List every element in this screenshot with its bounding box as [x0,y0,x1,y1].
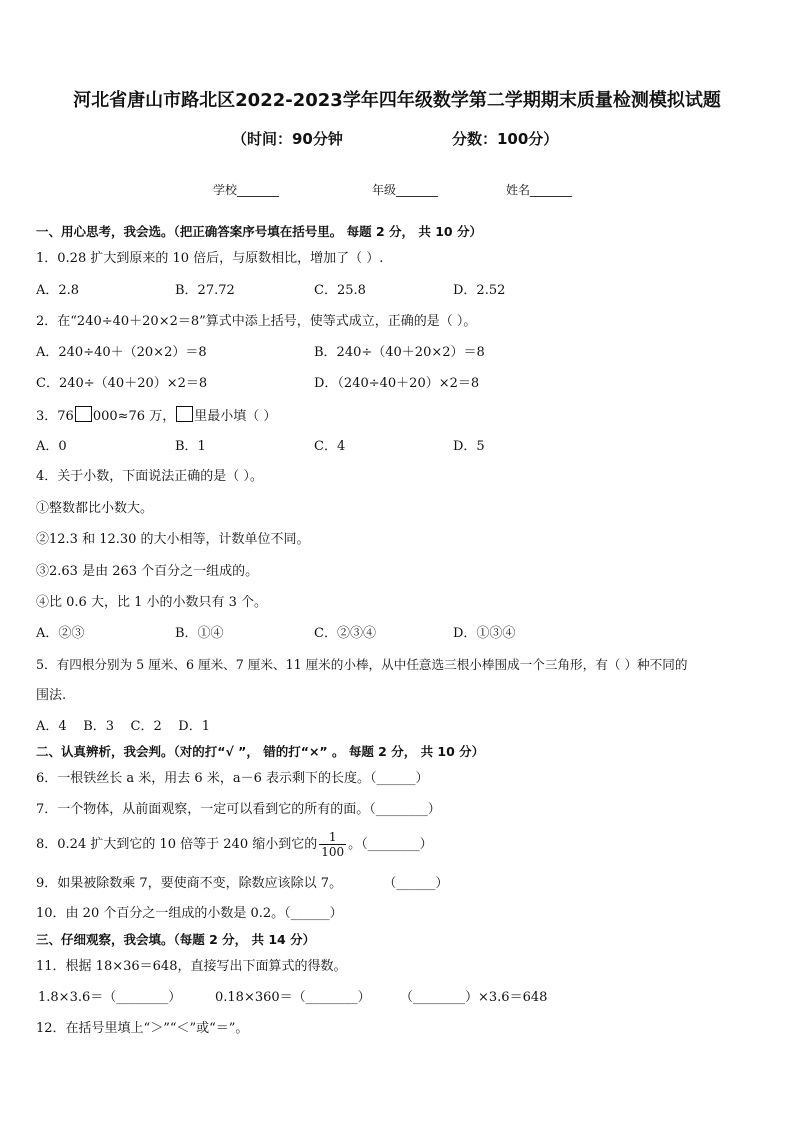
grade-field: 年级_______ [372,183,439,197]
q4-statement-4: ④比 0.6 大，比 1 小的小数只有 3 个。 [36,595,268,610]
q2-option-a: A．240÷40＋（20×2）＝8 [36,345,207,360]
q11-blank-c: （________）×3.6＝648 [400,990,548,1005]
q3-stem-mid: 000≈76 万， [92,409,176,424]
q5-stem-line2: 围法. [36,688,67,703]
q4-option-c: C．②③④ [314,626,376,641]
q7: 7．一个物体，从前面观察，一定可以看到它的所有的面。（________） [36,802,441,817]
q3-option-c: C．4 [314,439,346,454]
q4-option-d: D．①③④ [453,626,516,641]
section3-heading: 三、仔细观察，我会填。（每题 2 分， 共 14 分） [36,932,316,947]
q2-stem: 2．在“240÷40＋20×2＝8”算式中添上括号，使等式成立，正确的是（ ）。 [36,314,477,329]
q3-option-b: B．1 [175,439,206,454]
q4-statement-2: ②12.3 和 12.30 的大小相等，计数单位不同。 [36,532,310,547]
q4-statement-3: ③2.63 是由 263 个百分之一组成的。 [36,564,259,579]
q1-option-b: B．27.72 [175,283,235,298]
fraction-denominator: 100 [321,845,345,859]
q3-stem [36,406,276,426]
q3-option-a: A．0 [36,439,67,454]
q5-options: A．4 B．3 C．2 D．1 [36,719,210,734]
q8 [36,828,433,862]
q1-option-d: D．2.52 [453,283,506,298]
q4-statement-1: ①整数都比小数大。 [36,501,154,516]
q1-option-c: C．25.8 [314,283,366,298]
q12-stem: 12．在括号里填上“＞”“＜”或“＝”。 [36,1021,249,1036]
fraction-numerator: 1 [319,830,346,845]
page-title: 河北省唐山市路北区2022-2023学年四年级数学第二学期期末质量检测模拟试题 [73,90,721,111]
exam-time: （时间：90分钟 [232,130,343,148]
q3-option-d: D．5 [453,439,485,454]
q4-stem: 4．关于小数，下面说法正确的是（ ）。 [36,469,263,484]
q2-option-b: B．240÷（40＋20×2）＝8 [314,345,485,360]
q4-option-b: B．①④ [175,626,224,641]
section1-heading: 一、用心思考，我会选。（把正确答案序号填在括号里。 每题 2 分， 共 10 分） [36,224,482,239]
q4-option-a: A．②③ [36,626,85,641]
school-field: 学校_______ [213,183,280,197]
q8-text-pre: 8．0.24 扩大到它的 10 倍等于 240 缩小到它的 [36,837,318,852]
q11-blank-a: 1.8×3.6＝（________） [38,990,182,1005]
q9: 9．如果被除数乘 7，要使商不变，除数应该除以 7。 （______） [36,876,449,891]
q11-stem: 11．根据 18×36＝648，直接写出下面算式的得数。 [36,959,347,974]
q3-stem-pre: 3．76 [36,409,74,424]
blank-box [75,406,92,422]
blank-box [176,406,193,422]
q1-stem: 1．0.28 扩大到原来的 10 倍后，与原数相比，增加了（ ）. [36,251,384,266]
fraction [319,830,346,859]
q11-blank-b: 0.18×360＝（________） [215,990,371,1005]
q2-option-d: D．（240÷40＋20）×2＝8 [314,376,480,391]
exam-score: 分数：100分） [452,130,559,148]
q3-stem-post: 里最小填（ ） [194,409,277,424]
q6: 6．一根铁丝长 a 米，用去 6 米，a－6 表示剩下的长度。（______） [36,771,429,786]
section2-heading: 二、认真辨析，我会判。（对的打“√ ”， 错的打“×” 。 每题 2 分， 共 10 分） [36,744,485,759]
q1-option-a: A．2.8 [36,283,80,298]
q5-stem-line1: 5．有四根分别为 5 厘米、6 厘米、7 厘米、11 厘米的小棒，从中任意选三根小棒围成一个三角形，有（ ）种不同的 [36,657,688,672]
q10: 10．由 20 个百分之一组成的小数是 0.2。（______） [36,906,343,921]
q2-option-c: C．240÷（40＋20）×2＝8 [36,376,208,391]
name-field: 姓名_______ [506,183,573,197]
q8-text-post: 。（________） [348,837,433,852]
